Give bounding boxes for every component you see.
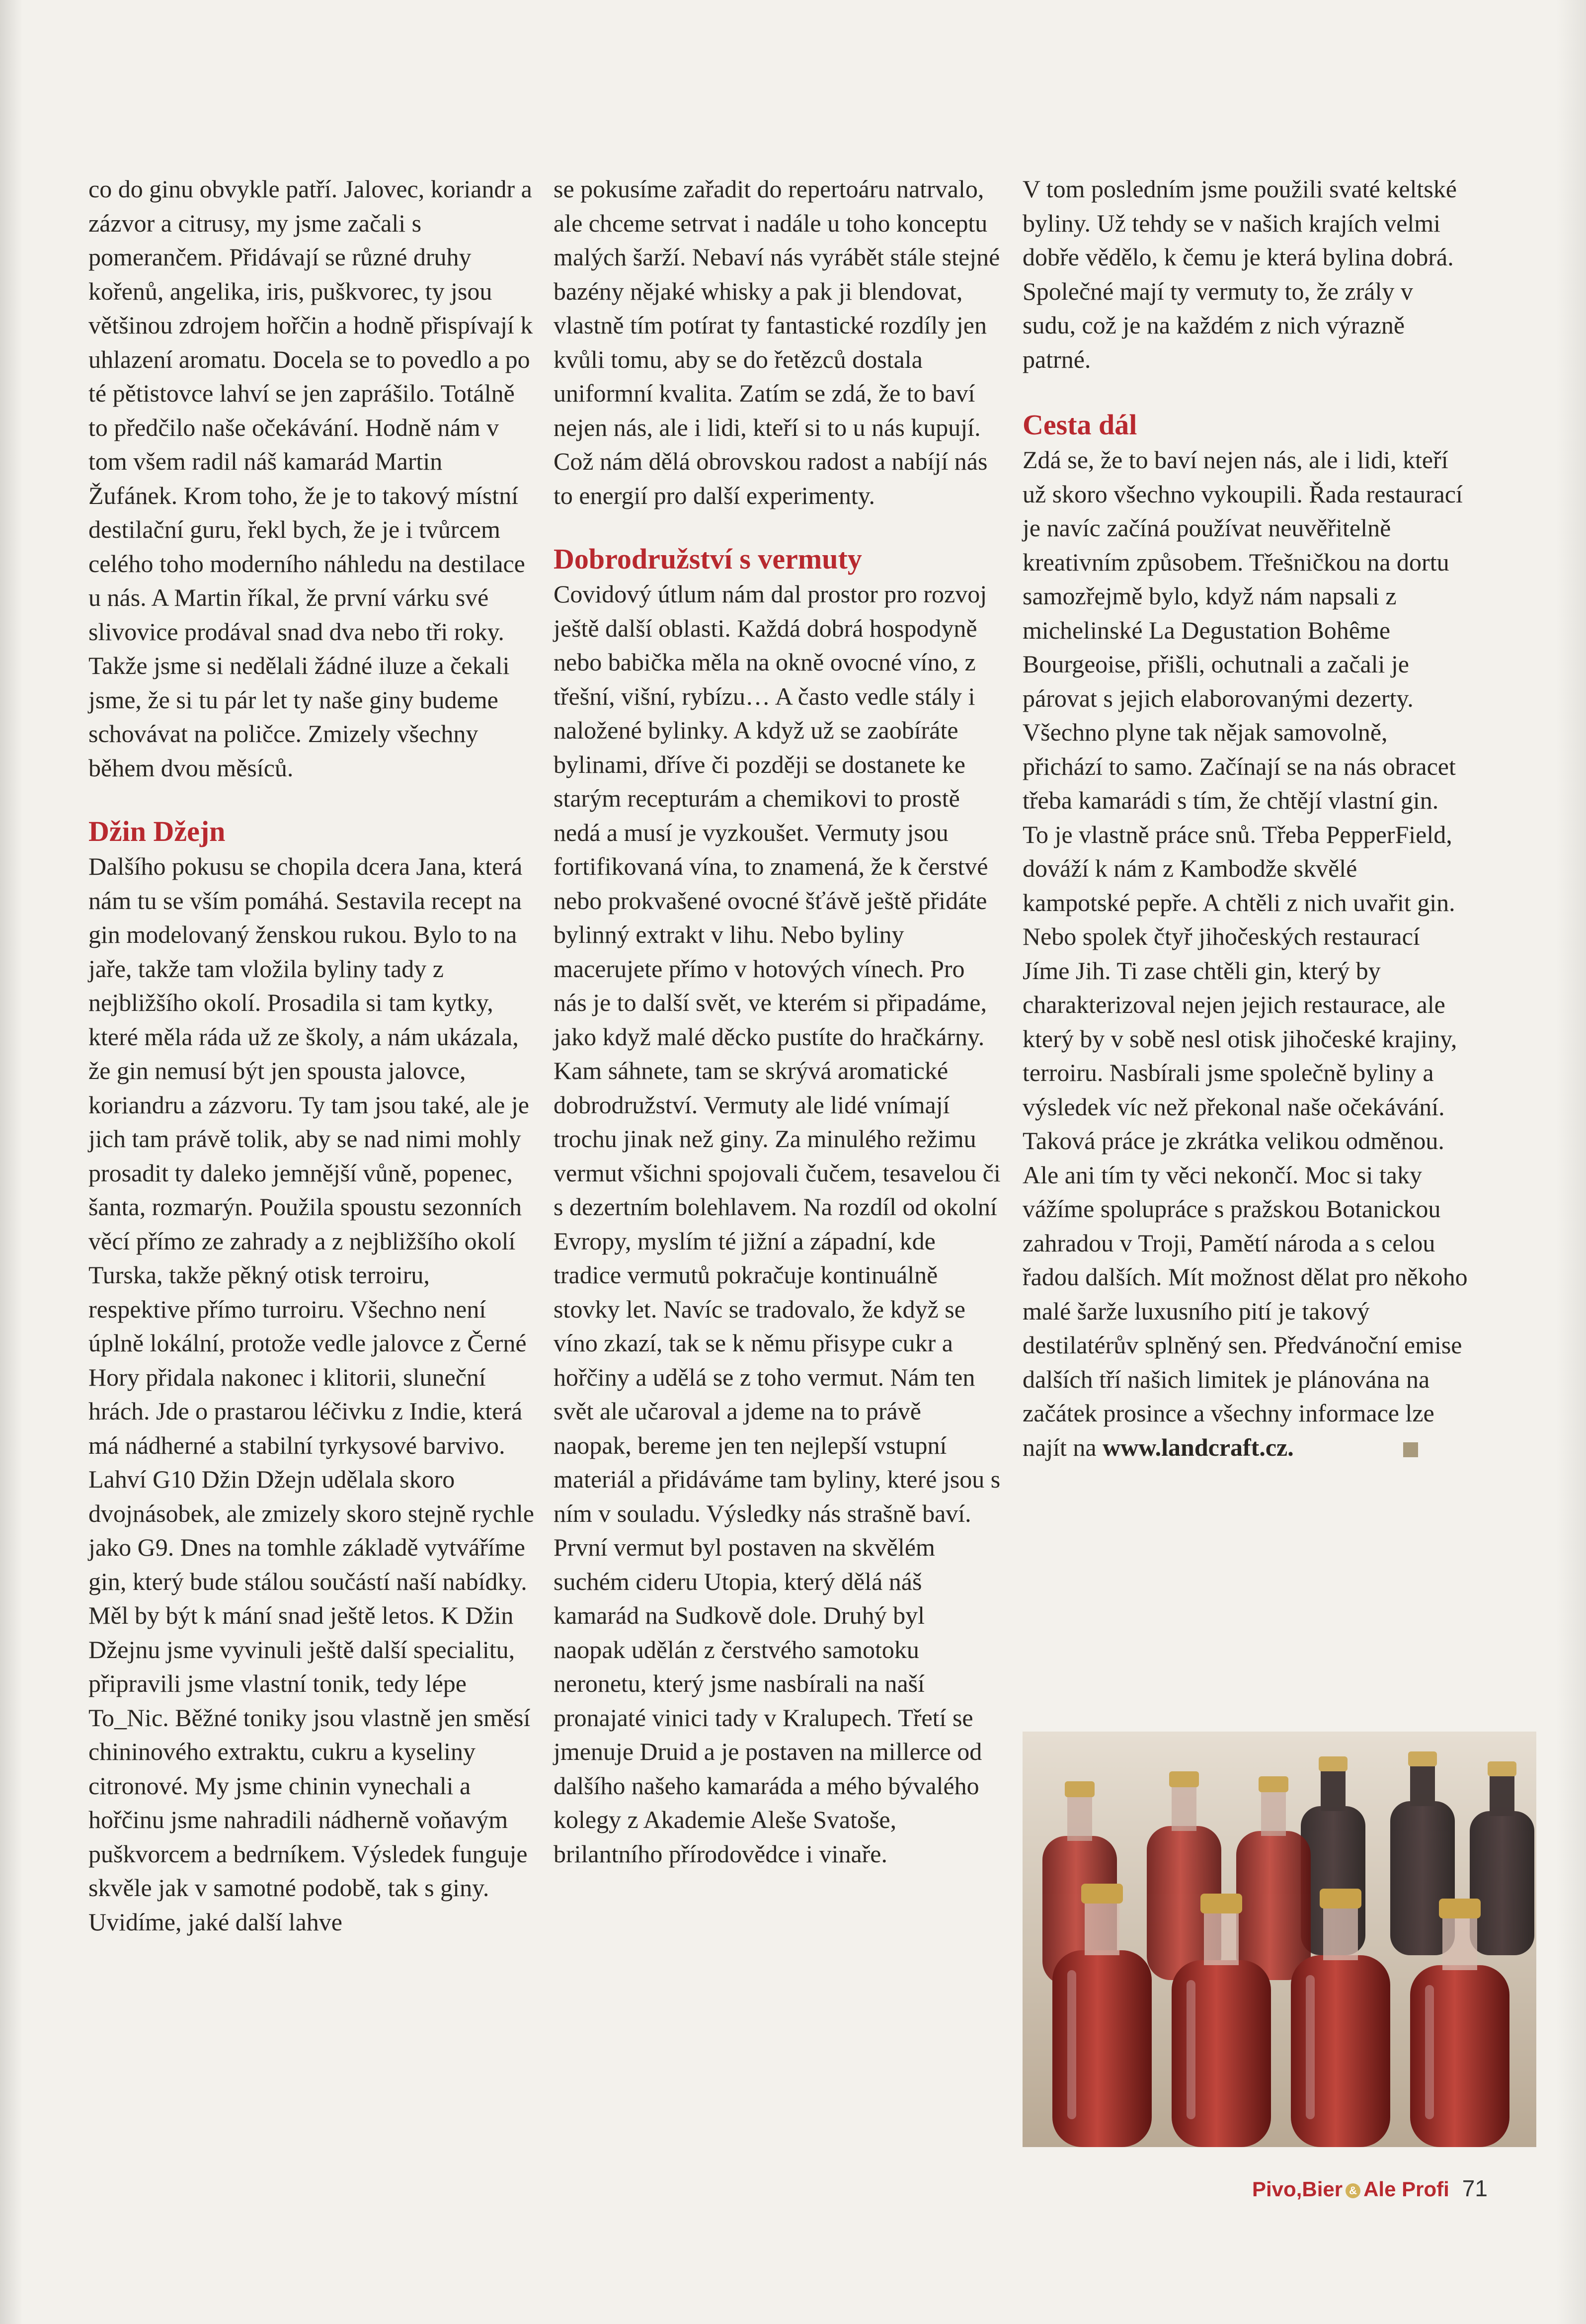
article-column-1: [88, 172, 536, 1939]
article-end-mark: [1403, 1442, 1418, 1457]
page-edge: [1556, 0, 1586, 2324]
bottles-illustration: [1023, 1732, 1536, 2147]
body-paragraph: Dalšího pokusu se chopila dcera Jana, která nám tu se vším pomáhá. Sestavila recept na gin modelovaný ženskou rukou. Bylo to na jaře, takže tam vložila byliny tady z nejbližšího okolí. Prosadila si tam kytky, které měla ráda už ze školy, a nám ukázala, že gin nemusí být jen spousta jalovce, koriandru a zázvoru. Ty tam jsou také, ale je jich tam právě tolik, aby se nad nimi mohly prosadit ty daleko jemnější vůně, popenec, šanta, rozmarýn. Použila spoustu sezonních věcí přímo ze zahrady a z nejbližšího okolí Turska, takže pěkný otisk terroiru, respektive přímo turroiru. Všechno není úplně lokální, protože vedle jalovce z Černé Hory přidala nakonec i klitorii, sluneční hrách. Jde o prastarou léčivku z Indie, která má nádherné a stabilní tyrkysové barvivo. Lahví G10 Džin Džejn udělala skoro dvojnásobek, ale zmizely skoro stejně rychle jako G9. Dnes na tomhle základě vytváříme gin, který bude stálou součástí naší nabídky. Měl by být k mání snad ještě letos. K Džin Džejnu jsme vyvinuli ještě další specialitu, připravili jsme vlastní tonik, tedy lépe To_Nic. Běžné toniky jsou vlastně jen směsí chininového extraktu, cukru a kyseliny citronové. My jsme chinin vynechali a hořčinu jsme nahradili nádherně voňavým puškvorcem a bedrníkem. Výsledek funguje skvěle jak v samotné podobě, tak s giny. Uvidíme, jaké další lahve: [88, 852, 534, 1936]
magazine-logo: [1252, 2177, 1449, 2201]
body-paragraph: co do ginu obvykle patří. Jalovec, koriandr a zázvor a citrusy, my jsme začali s pomerančem. Přidávají se různé druhy kořenů, angelika, iris, puškvorec, ty jsou většinou zdrojem hořčin a hodně přispívají k uhlazení aromatu. Docela se to povedlo a po té pětistovce lahví se jen zaprášilo. Totálně to předčilo naše očekávání. Hodně nám v tom všem radil náš kamarád Martin Žufánek. Krom toho, že je to takový místní destilační guru, řekl bych, že je i tvůrcem celého toho moderního náhledu na destilace u nás. A Martin říkal, že první várku své slivovice prodával snad dva nebo tři roky. Takže jsme si nedělali žádné iluze a čekali jsme, že si tu pár let ty naše giny budeme schovávat na poličce. Zmizely všechny během dvou měsíců.: [88, 175, 533, 782]
logo-ampersand: &: [1346, 2183, 1360, 2198]
section-heading-cesta-dal: Cesta dál: [1023, 409, 1137, 441]
article-column-2: [554, 172, 1001, 1871]
body-text: Zdá se, že to baví nejen nás, ale i lidi, kteří už skoro všechno vykoupili. Řada restaurací je navíc začíná používat neuvěřitelně kreativním způsobem. Třešničkou na dortu samozřejmě bylo, když nám napsali z michelinské La Degustation Bohême Bourgeoise, přišli, ochutnali a začali je párovat s jejich elaborovanými dezerty. Všechno plyne tak nějak samovolně, přichází to samo. Začínají se na nás obracet třeba kamarádi s tím, že chtějí vlastní gin. To je vlastně práce snů. Třeba PepperField, dováží k nám z Kambodže skvělé kampotské pepře. A chtěli z nich uvařit gin. Nebo spolek čtyř jihočeských restaurací Jíme Jih. Ti zase chtěli gin, který by charakterizoval nejen jejich restaurace, ale který by v sobě nesl otisk jihočeské krajiny, terroiru. Nasbírali jsme společně byliny a výsledek víc než překonal naše očekávání. Taková práce je zkrátka velikou odměnou. Ale ani tím ty věci nekončí. Moc si taky vážíme spolupráce s pražskou Botanickou zahradou v Troji, Pamětí národa a s celou řadou dalších. Mít možnost dělat pro někoho malé šarže luxusního pití je takový destilatérův splněný sen. Předvánoční emise dalších tří našich limitek je plánována na začátek prosince a všechny informace lze najít na: [1023, 446, 1468, 1461]
section-heading-dzin-dzejn: Džin Džejn: [88, 815, 226, 847]
page-number: 71: [1462, 2175, 1488, 2201]
logo-text-right: Ale Profi: [1363, 2177, 1449, 2201]
body-paragraph: První vermut byl postaven na skvělém suchém cideru Utopia, který dělá náš kamarád na Sudkově dole. Druhý byl naopak udělán z čerstvého samotoku neronetu, který jsme nasbírali na naší pronajaté vinici tady v Kralupech. Třetí se jmenuje Druid a je postaven na millerce od dalšího našeho kamaráda a mého bývalého kolegy z Akademie Aleše Svatoše, brilantního přírodovědce i vinaře.: [554, 1533, 982, 1868]
page-gutter-shadow: [0, 0, 23, 2324]
bottles-photo: [1023, 1732, 1536, 2147]
section-heading-vermuty: Dobrodružství s vermuty: [554, 543, 862, 575]
article-column-3: [1023, 172, 1470, 1464]
page-footer: [1252, 2171, 1488, 2206]
body-paragraph: V tom posledním jsme použili svaté keltské byliny. Už tehdy se v našich krajích velmi dobře vědělo, k čemu je která bylina dobrá. Společné mají ty vermuty to, že zrály v sudu, což je na každém z nich výrazně patrné.: [1023, 175, 1457, 373]
body-paragraph: [1023, 443, 1470, 1464]
logo-text-left: Pivo,Bier: [1252, 2177, 1343, 2201]
body-paragraph: se pokusíme zařadit do repertoáru natrvalo, ale chceme setrvat i nadále u toho konceptu malých šarží. Nebaví nás vyrábět stále stejné bazény nějaké whisky a pak ji blendovat, vlastně tím potírat ty fantastické rozdíly jen kvůli tomu, aby se do řetězců dostala uniformní kvalita. Zatím se zdá, že to baví nejen nás, ale i lidi, kteří si to u nás kupují. Což nám dělá obrovskou radost a nabíjí nás to energií pro další experimenty.: [554, 175, 1000, 509]
body-paragraph: Covidový útlum nám dal prostor pro rozvoj ještě další oblasti. Každá dobrá hospodyně nebo babička měla na okně ovocné víno, z třešní, višní, rybízu… A často vedle stály i naložené bylinky. A když už se zaobíráte bylinami, dříve či později se dostanete ke starým recepturám a chemikovi to prostě nedá a musí je vyzkoušet. Vermuty jsou fortifikovaná vína, to znamená, že k čerstvé nebo prokvašené ovocné šťávě ještě přidáte bylinný extrakt v lihu. Nebo byliny macerujete přímo v hotových vínech. Pro nás je to další svět, ve kterém si připadáme, jako když malé děcko pustíte do hračkárny. Kam sáhnete, tam se skrývá aromatické dobrodružství. Vermuty ale lidé vnímají trochu jinak než giny. Za minulého režimu vermut všichni spojovali čučem, tesavelou či s dezertním bolehlavem. Na rozdíl od okolní Evropy, myslím té jižní a západní, kde tradice vermutů pokračuje kontinuálně stovky let. Navíc se tradovalo, že když se víno zkazí, tak se k němu přisype cukr a hořčiny a udělá se z toho vermut. Nám ten svět ale učaroval a jdeme na to právě naopak, bereme jen ten nejlepší vstupní materiál a přidáváme tam byliny, které jsou s ním v souladu. Výsledky nás strašně baví.: [554, 580, 1001, 1527]
website-link[interactable]: www.landcraft.cz.: [1103, 1433, 1294, 1461]
